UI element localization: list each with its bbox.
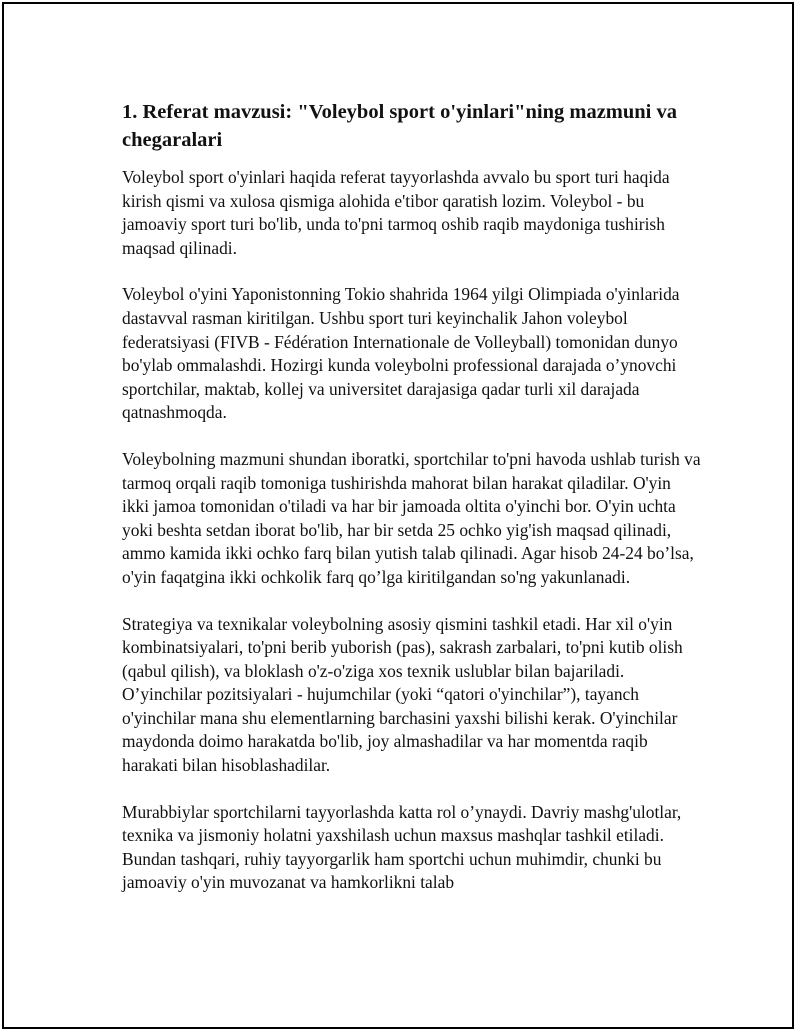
- paragraph-introduction: Voleybol sport o'yinlari haqida referat tayyorlashda avvalo bu sport turi haqida kirish qismi va xulosa qismiga alohida e'tibor qaratish lozim. Voleybol - bu jamoaviy sport turi bo'lib, unda to'pni tarmoq oshib raqib maydoniga tushirish maqsad qilinadi.: [122, 167, 670, 258]
- paragraph-coaching: Murabbiylar sportchilarni tayyorlashda katta rol o’ynaydi. Davriy mashg'ulotlar, texnika va jismoniy holatni yaxshilash uchun maxsus mashqlar tashkil etiladi. Bundan tashqari, ruhiy tayyorgarlik ham sportchi uchun muhimdir, chunki bu jamoaviy o'yin muvozanat va hamkorlikni talab: [122, 801, 682, 893]
- paragraph-rules: Voleybolning mazmuni shundan iboratki, sportchilar to'pni havoda ushlab turish va tarmoq orqali raqib tomoniga tushirishda mahorat bilan harakat qiladilar. O'yin ikki jamoa tomonidan o'tiladi va har bir jamoada oltita o'yinchi bor. O'yin uchta yoki beshta setdan iborat bo'lib, har bir setda 25 ochko yig'ish maqsad qilinadi, ammo kamida ikki ochko farq bilan yutish talab qilinadi. Agar hisob 24-24 bo’lsa, o'yin faqatgina ikki ochkolik farq qo’lga kiritilgandan so'ng yakunlanadi.: [122, 448, 701, 587]
- page-frame: [2, 2, 794, 1029]
- document-heading: 1. Referat mavzusi: "Voleybol sport o'yinlari"ning mazmuni va chegaralari: [122, 101, 677, 151]
- paragraph-history: Voleybol o'yini Yaponistonning Tokio shahrida 1964 yilgi Olimpiada o'yinlarida dastavval rasman kiritilgan. Ushbu sport turi keyinchalik Jahon voleybol federatsiyasi (FIVB - Fédération Internationale de Volleyball) tomonidan dunyo bo'ylab ommalashdi. Hozirgi kunda voleybolni professional darajada o’ynovchi sportchilar, maktab, kollej va universitet darajasiga qadar turli xil darajada qatnashmoqda.: [122, 284, 680, 423]
- paragraph-strategy: Strategiya va texnikalar voleybolning asosiy qismini tashkil etadi. Har xil o'yin kombinatsiyalari, to'pni berib yuborish (pas), sakrash zarbalari, to'pni kutib olish (qabul qilish), va bloklash o'z-o'ziga xos texnik uslublar bilan bajariladi. O’yinchilar pozitsiyalari - hujumchilar (yoki “qatori o'yinchilar”), tayanch o'yinchilar mana shu elementlarning barchasini yaxshi bilishi kerak. O'yinchilar maydonda doimo harakatda bo'lib, joy almashadilar va har momentda raqib harakati bilan hisoblashadilar.: [122, 613, 683, 776]
- document-body: [122, 98, 702, 918]
